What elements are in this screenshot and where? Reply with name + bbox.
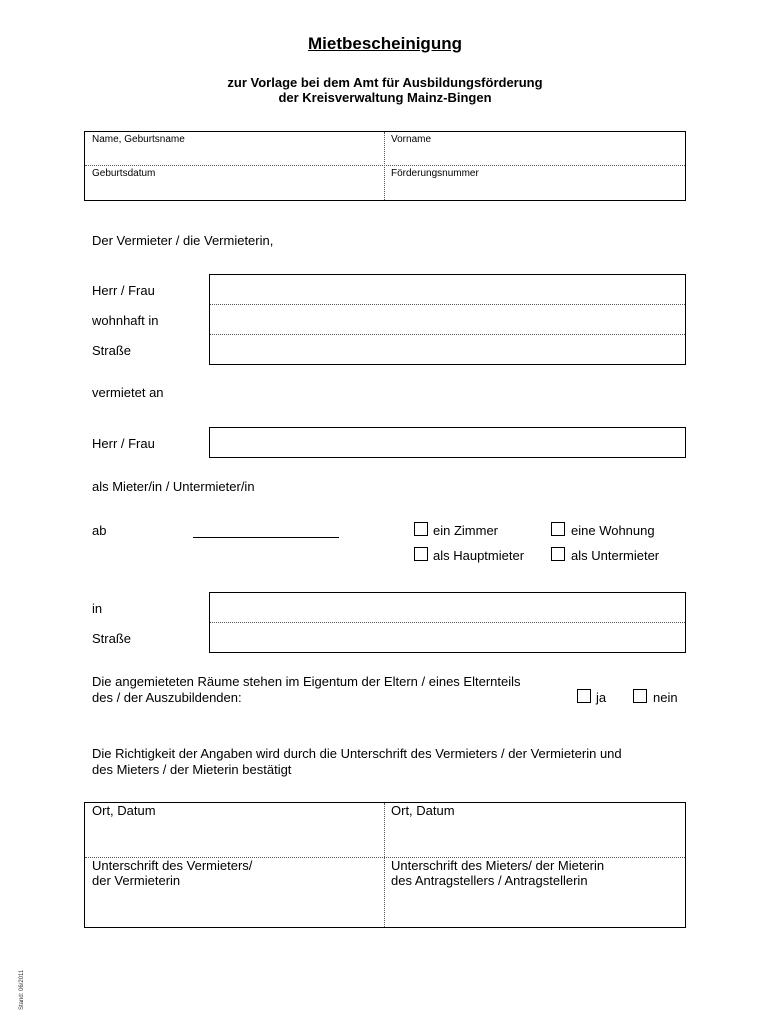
tenant-name-field[interactable] — [209, 427, 686, 458]
table-divider — [85, 165, 685, 166]
landlord-name-field[interactable] — [210, 275, 685, 303]
landlord-signature-label-2: der Vermieterin — [92, 873, 181, 888]
landlord-intro: Der Vermieter / die Vermieterin, — [92, 233, 274, 248]
ownership-text-line-2: des / der Auszubildenden: — [92, 690, 242, 705]
ownership-ja-label: ja — [596, 690, 607, 705]
tenant-signature-field[interactable] — [385, 890, 685, 927]
rental-strasse-field[interactable] — [210, 623, 685, 652]
tenant-signature-label-2: des Antragstellers / Antragstellerin — [391, 873, 588, 888]
in-label: in — [92, 601, 103, 616]
landlord-signature-label-1: Unterschrift des Vermieters/ — [92, 858, 253, 873]
landlord-signature-field[interactable] — [85, 890, 383, 927]
page-title: Mietbescheinigung — [308, 34, 462, 53]
mieter-type-label: als Mieter/in / Untermieter/in — [92, 479, 255, 494]
stand-note: Stand: 06/2011 — [19, 969, 25, 1010]
hauptmieter-checkbox[interactable] — [414, 547, 428, 561]
landlord-wohnhaft-label: wohnhaft in — [92, 313, 159, 328]
foerderungsnummer-field-label: Förderungsnummer — [391, 168, 479, 179]
untermieter-label: als Untermieter — [571, 548, 660, 563]
ein-zimmer-checkbox[interactable] — [414, 522, 428, 536]
ort-datum-left-label: Ort, Datum — [92, 803, 156, 818]
ownership-text-line-1: Die angemieteten Räume stehen im Eigentum der Eltern / eines Elternteils — [92, 674, 521, 689]
vermietet-an-label: vermietet an — [92, 385, 164, 400]
ein-zimmer-label: ein Zimmer — [433, 523, 499, 538]
tenant-signature-label-1: Unterschrift des Mieters/ der Mieterin — [391, 858, 605, 873]
ort-datum-right-label: Ort, Datum — [391, 803, 455, 818]
vorname-field[interactable] — [385, 148, 685, 164]
vorname-field-label: Vorname — [391, 134, 432, 145]
landlord-name-label: Herr / Frau — [92, 283, 155, 298]
ort-datum-left-field[interactable] — [85, 820, 383, 856]
ort-datum-right-field[interactable] — [385, 820, 685, 856]
landlord-wohnhaft-field[interactable] — [210, 305, 685, 333]
hauptmieter-label: als Hauptmieter — [433, 548, 525, 563]
landlord-strasse-field[interactable] — [210, 335, 685, 364]
landlord-strasse-label: Straße — [92, 343, 132, 358]
subtitle-line-2: der Kreisverwaltung Mainz-Bingen — [278, 90, 492, 105]
tenant-strasse-label: Straße — [92, 631, 132, 646]
ownership-nein-checkbox[interactable] — [633, 689, 647, 703]
geburtsdatum-field[interactable] — [85, 182, 383, 200]
geburtsdatum-field-label: Geburtsdatum — [92, 168, 156, 179]
ab-label: ab — [92, 523, 107, 538]
subtitle-line-1: zur Vorlage bei dem Amt für Ausbildungsförderung — [227, 75, 543, 90]
confirmation-line-2: des Mieters / der Mieterin bestätigt — [92, 762, 292, 777]
eine-wohnung-checkbox[interactable] — [551, 522, 565, 536]
name-field[interactable] — [85, 148, 383, 164]
rental-city-field[interactable] — [210, 593, 685, 621]
confirmation-line-1: Die Richtigkeit der Angaben wird durch die Unterschrift des Vermieters / der Vermieterin und — [92, 746, 622, 761]
ownership-ja-checkbox[interactable] — [577, 689, 591, 703]
untermieter-checkbox[interactable] — [551, 547, 565, 561]
eine-wohnung-label: eine Wohnung — [571, 523, 655, 538]
ownership-nein-label: nein — [653, 690, 678, 705]
name-field-label: Name, Geburtsname — [92, 134, 185, 145]
ab-date-field[interactable] — [193, 537, 339, 538]
tenant-name-label: Herr / Frau — [92, 436, 155, 451]
foerderungsnummer-field[interactable] — [385, 182, 685, 200]
